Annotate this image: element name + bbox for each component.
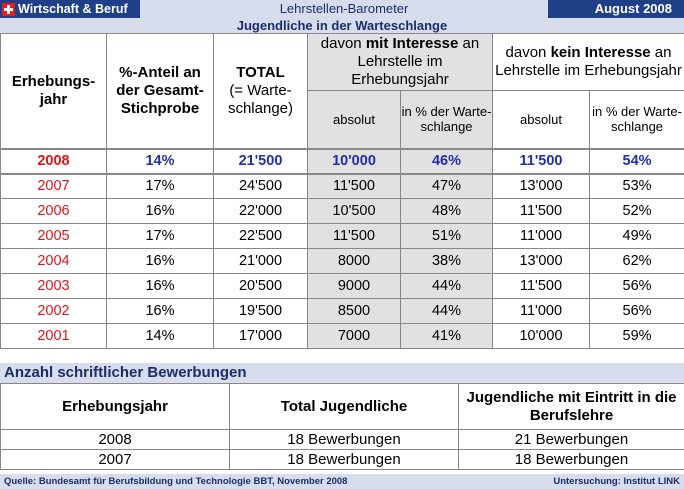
cell-total: 18 Bewerbungen (230, 450, 459, 470)
subheader-interest-percent: in % der Warte-schlange (401, 91, 493, 149)
cell-year: 2001 (1, 324, 107, 349)
table-row (1, 224, 684, 249)
cell-interest-percent: 38% (401, 249, 493, 274)
cell-interest-absolut: 9000 (308, 274, 401, 299)
swiss-flag-icon (2, 3, 15, 16)
cell-nointerest-absolut: 11'500 (493, 149, 590, 174)
cell-interest-absolut: 11'500 (308, 174, 401, 199)
subheader-interest-absolut: absolut (308, 91, 401, 149)
header-category (0, 0, 128, 18)
cell-nointerest-percent: 59% (590, 324, 684, 349)
cell-year: 2005 (1, 224, 107, 249)
category-label: Wirtschaft & Beruf (18, 2, 128, 16)
cell-interest-percent: 44% (401, 274, 493, 299)
footer-study: Untersuchung: Institut LINK (553, 476, 680, 487)
cell-nointerest-percent: 49% (590, 224, 684, 249)
footer-source: Quelle: Bundesamt für Berufsbildung und Technologie BBT, November 2008 (4, 476, 348, 487)
cell-year: 2007 (1, 174, 107, 199)
cell-nointerest-percent: 56% (590, 299, 684, 324)
cell-interest-absolut: 8000 (308, 249, 401, 274)
cell-nointerest-absolut: 13'000 (493, 249, 590, 274)
cell-share: 16% (107, 249, 214, 274)
cell-interest-percent: 48% (401, 199, 493, 224)
cell-interest-absolut: 10'500 (308, 199, 401, 224)
cell-total: 21'500 (214, 149, 308, 174)
cell-year: 2007 (1, 450, 230, 470)
applications-table (0, 383, 684, 470)
col-header-total: TOTAL (= Warte-schlange) (214, 34, 308, 149)
queue-table (0, 33, 684, 349)
table-row (1, 299, 684, 324)
cell-interest-percent: 47% (401, 174, 493, 199)
cell-year: 2008 (1, 430, 230, 450)
cell-interest-percent: 46% (401, 149, 493, 174)
cell-nointerest-absolut: 11'500 (493, 199, 590, 224)
cell-entry: 21 Bewerbungen (459, 430, 684, 450)
col-header-entry-youth: Jugendliche mit Eintritt in die Berufslehre (459, 384, 684, 430)
cell-share: 14% (107, 324, 214, 349)
table-row (1, 274, 684, 299)
cell-nointerest-percent: 56% (590, 274, 684, 299)
col-header-share: %-Anteil an der Gesamt-Stichprobe (107, 34, 214, 149)
cell-interest-absolut: 7000 (308, 324, 401, 349)
cell-interest-absolut: 8500 (308, 299, 401, 324)
table-row (1, 199, 684, 224)
table-row (1, 450, 684, 470)
cell-year: 2003 (1, 274, 107, 299)
cell-total: 19'500 (214, 299, 308, 324)
cell-nointerest-percent: 62% (590, 249, 684, 274)
cell-nointerest-absolut: 13'000 (493, 174, 590, 199)
cell-nointerest-absolut: 11'000 (493, 299, 590, 324)
cell-interest-percent: 51% (401, 224, 493, 249)
cell-nointerest-absolut: 11'000 (493, 224, 590, 249)
table-row (1, 249, 684, 274)
col-header-year: Erhebungs-jahr (1, 34, 107, 149)
col-group-interest: davon mit Interesse an Lehrstelle im Erhebungsjahr (308, 34, 493, 91)
cell-share: 17% (107, 174, 214, 199)
table-row (1, 324, 684, 349)
cell-nointerest-absolut: 10'000 (493, 324, 590, 349)
cell-interest-percent: 44% (401, 299, 493, 324)
page-title: Lehrstellen-Barometer (140, 0, 548, 18)
cell-nointerest-absolut: 11'500 (493, 274, 590, 299)
subheader-nointerest-absolut: absolut (493, 91, 590, 149)
section-title-queue: Jugendliche in der Warteschlange (0, 18, 684, 33)
cell-entry: 18 Bewerbungen (459, 450, 684, 470)
cell-total: 22'500 (214, 224, 308, 249)
cell-total: 17'000 (214, 324, 308, 349)
cell-nointerest-percent: 52% (590, 199, 684, 224)
cell-total: 24'500 (214, 174, 308, 199)
cell-share: 16% (107, 299, 214, 324)
cell-share: 14% (107, 149, 214, 174)
col-header-total-youth: Total Jugendliche (230, 384, 459, 430)
cell-share: 16% (107, 199, 214, 224)
table-row (1, 174, 684, 199)
cell-share: 17% (107, 224, 214, 249)
cell-total: 20'500 (214, 274, 308, 299)
cell-interest-percent: 41% (401, 324, 493, 349)
header-date: August 2008 (594, 1, 672, 16)
cell-interest-absolut: 11'500 (308, 224, 401, 249)
cell-year: 2006 (1, 199, 107, 224)
cell-year: 2004 (1, 249, 107, 274)
table-row (1, 149, 684, 174)
section-title-applications: Anzahl schriftlicher Bewerbungen (0, 363, 684, 383)
col-header-year: Erhebungsjahr (1, 384, 230, 430)
cell-total: 21'000 (214, 249, 308, 274)
cell-total: 18 Bewerbungen (230, 430, 459, 450)
table-row (1, 430, 684, 450)
cell-nointerest-percent: 54% (590, 149, 684, 174)
cell-year: 2002 (1, 299, 107, 324)
col-group-no-interest: davon kein Interesse an Lehrstelle im Erhebungsjahr (493, 34, 684, 91)
subheader-nointerest-percent: in % der Warte-schlange (590, 91, 684, 149)
cell-total: 22'000 (214, 199, 308, 224)
cell-nointerest-percent: 53% (590, 174, 684, 199)
cell-share: 16% (107, 274, 214, 299)
cell-interest-absolut: 10'000 (308, 149, 401, 174)
cell-year: 2008 (1, 149, 107, 174)
footer-bar (0, 474, 684, 489)
header-bar (0, 0, 684, 18)
